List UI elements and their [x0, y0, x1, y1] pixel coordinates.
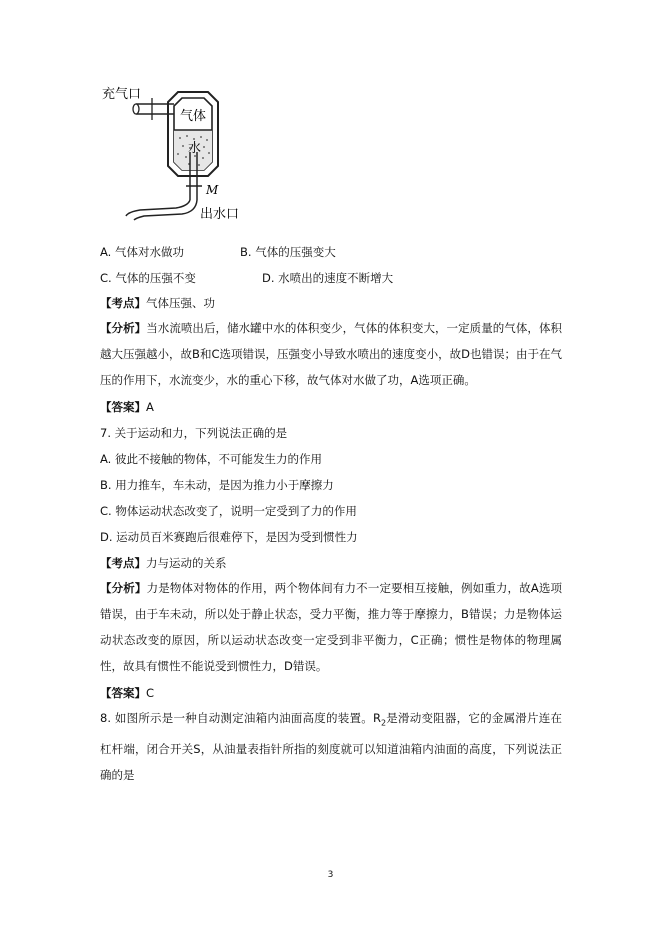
answer-text: C	[146, 686, 155, 700]
answer-tag: 【答案】	[100, 686, 146, 700]
answer-tag: 【答案】	[100, 400, 146, 414]
kaodian-tag: 【考点】	[100, 556, 146, 570]
kaodian-text: 力与运动的关系	[146, 556, 227, 570]
q6-fenxi	[100, 315, 562, 393]
q6-option-d: D. 水喷出的速度不断增大	[262, 271, 394, 285]
inlet-label: 充气口	[102, 87, 142, 102]
q8-stem	[100, 705, 562, 788]
water-label: 水	[188, 141, 202, 156]
gas-label: 气体	[180, 109, 207, 124]
q7-option-a: A. 彼此不接触的物体，不可能发生力的作用	[100, 452, 322, 466]
q8-stem-a: 8. 如图所示是一种自动测定油箱内油面高度的装置。R	[100, 711, 381, 725]
fenxi-text: 力是物体对物体的作用，两个物体间有力不一定要相互接触，例如重力，故A选项错误，由于车未动，所以处于静止状态，受力平衡，推力等于摩擦力，B错误；力是物体运动状态改变的原因，所以运动状态改变一定受到非平衡力，C正确；惯性是物体的物理属性，故具有惯性不能说受到惯性力，D错误。	[100, 581, 562, 673]
q6-option-a: A. 气体对水做功	[100, 245, 184, 259]
fenxi-tag: 【分析】	[100, 581, 147, 595]
q8-stem-b: 是滑动变阻器，它的金属滑片连在杠杆端，闭合开关S，从油量表指针所指的刻度就可以知道油箱内油面的高度，下列说法正确的是	[100, 711, 562, 783]
q7-kaodian	[100, 555, 227, 571]
water-tank-figure	[100, 82, 260, 232]
page-number: 3	[327, 870, 334, 880]
water-tank-diagram	[100, 82, 260, 232]
outlet-label: 出水口	[200, 207, 240, 222]
q8-stem-sub: 2	[380, 718, 387, 728]
kaodian-text: 气体压强、功	[146, 296, 215, 310]
q6-answer	[100, 399, 154, 415]
answer-text: A	[146, 400, 154, 414]
q7-option-c: C. 物体运动状态改变了，说明一定受到了力的作用	[100, 504, 357, 518]
q7-option-d: D. 运动员百米赛跑后很难停下，是因为受到惯性力	[100, 530, 358, 544]
q7-stem: 7. 关于运动和力，下列说法正确的是	[100, 426, 288, 440]
q7-fenxi	[100, 575, 562, 679]
q7-answer	[100, 685, 154, 701]
fenxi-text: 当水流喷出后，储水罐中水的体积变少，气体的体积变大，一定质量的气体，体积越大压强越小，故B和C选项错误，压强变小导致水喷出的速度变小，故D也错误；由于在气压的作用下，水流变少，水的重心下移，故气体对水做了功，A选项正确。	[100, 321, 563, 387]
valve-m-label: M	[206, 183, 219, 197]
q7-option-b: B. 用力推车，车未动，是因为推力小于摩擦力	[100, 478, 334, 492]
q6-option-b: B. 气体的压强变大	[240, 245, 336, 259]
fenxi-tag: 【分析】	[100, 321, 147, 335]
q6-kaodian	[100, 295, 215, 311]
q6-option-c: C. 气体的压强不变	[100, 271, 196, 285]
kaodian-tag: 【考点】	[100, 296, 146, 310]
